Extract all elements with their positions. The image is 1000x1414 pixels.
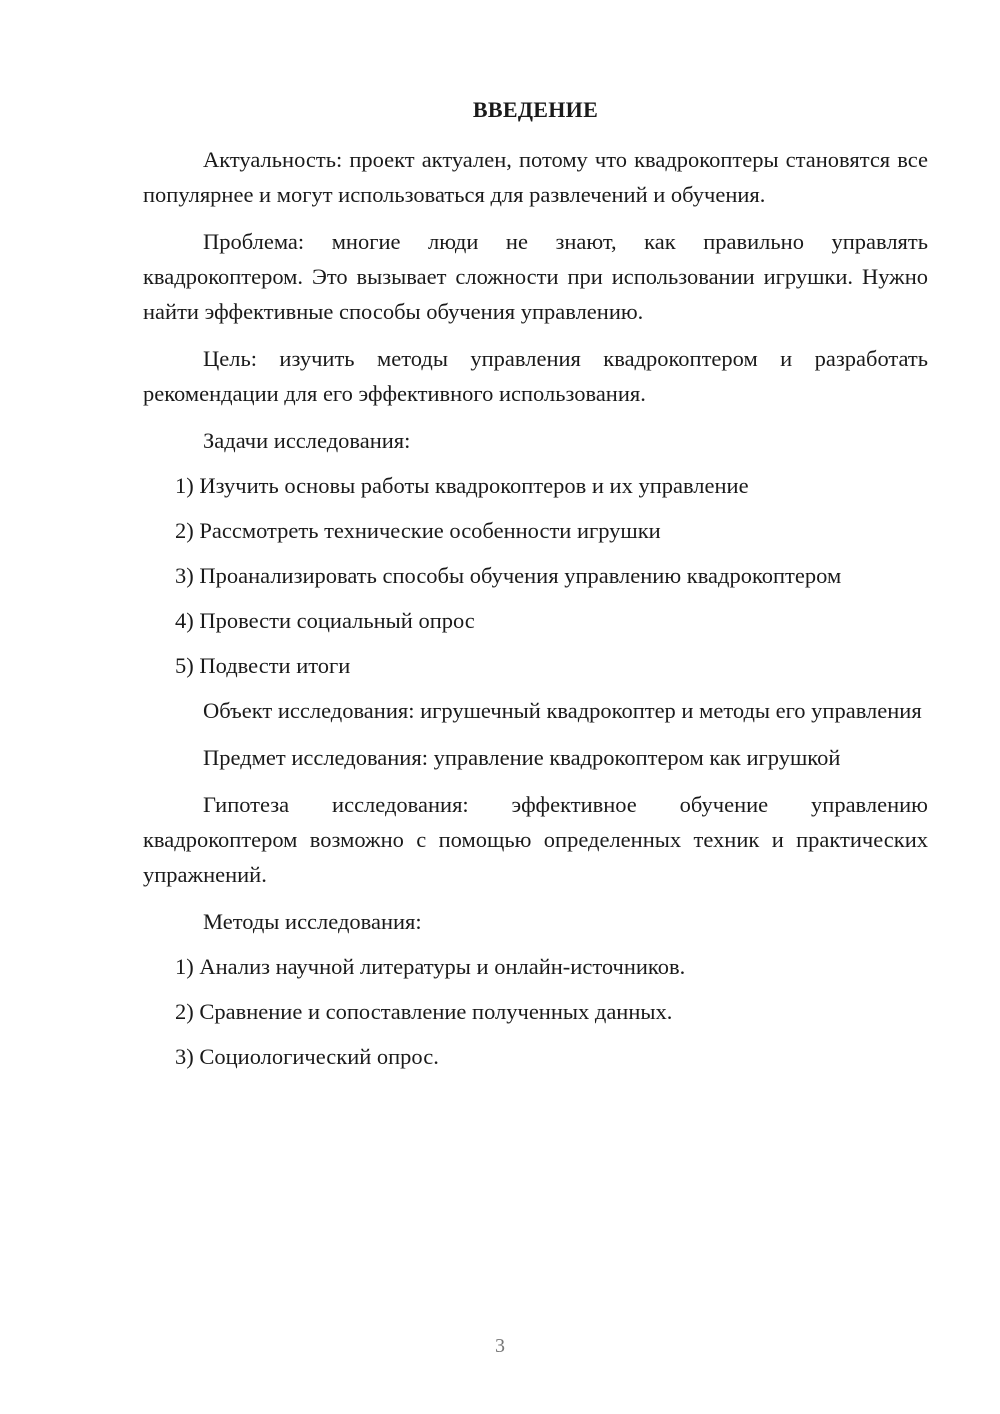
list-item-method-2: 2) Сравнение и сопоставление полученных данных.: [175, 999, 673, 1024]
tasks-title: Задачи исследования:: [203, 428, 411, 453]
list-item-method-3: 3) Социологический опрос.: [175, 1044, 439, 1069]
page-number: 3: [495, 1335, 505, 1357]
list-item-task-4: 4) Провести социальный опрос: [175, 608, 475, 633]
object-paragraph: Объект исследования: игрушечный квадрокоптер и методы его управления: [203, 698, 922, 723]
page-content: [143, 92, 928, 1084]
relevance-paragraph: Актуальность: проект актуален, потому что квадрокоптеры становятся все популярнее и могут использоваться для развлечений и обучения.: [143, 147, 928, 207]
list-item-task-5: 5) Подвести итоги: [175, 653, 351, 678]
methods-title: Методы исследования:: [203, 909, 422, 934]
list-item-task-3: 3) Проанализировать способы обучения управлению квадрокоптером: [175, 563, 842, 588]
hypothesis-paragraph: Гипотеза исследования: эффективное обучение управлению квадрокоптером возможно с помощью определенных техник и практических упражнений.: [143, 792, 928, 887]
tasks-list: [143, 468, 928, 683]
list-item-method-1: 1) Анализ научной литературы и онлайн-источников.: [175, 954, 686, 979]
subject-paragraph: Предмет исследования: управление квадрокоптером как игрушкой: [203, 745, 841, 770]
section-heading: ВВЕДЕНИЕ: [472, 97, 599, 122]
problem-paragraph: Проблема: многие люди не знают, как правильно управлять квадрокоптером. Это вызывает сложности при использовании игрушки. Нужно найти эффективные способы обучения управлению.: [143, 229, 928, 324]
methods-list: [143, 949, 928, 1074]
list-item-task-2: 2) Рассмотреть технические особенности игрушки: [175, 518, 661, 543]
list-item-task-1: 1) Изучить основы работы квадрокоптеров и их управление: [175, 473, 749, 498]
goal-paragraph: Цель: изучить методы управления квадрокоптером и разработать рекомендации для его эффективного использования.: [143, 346, 928, 406]
